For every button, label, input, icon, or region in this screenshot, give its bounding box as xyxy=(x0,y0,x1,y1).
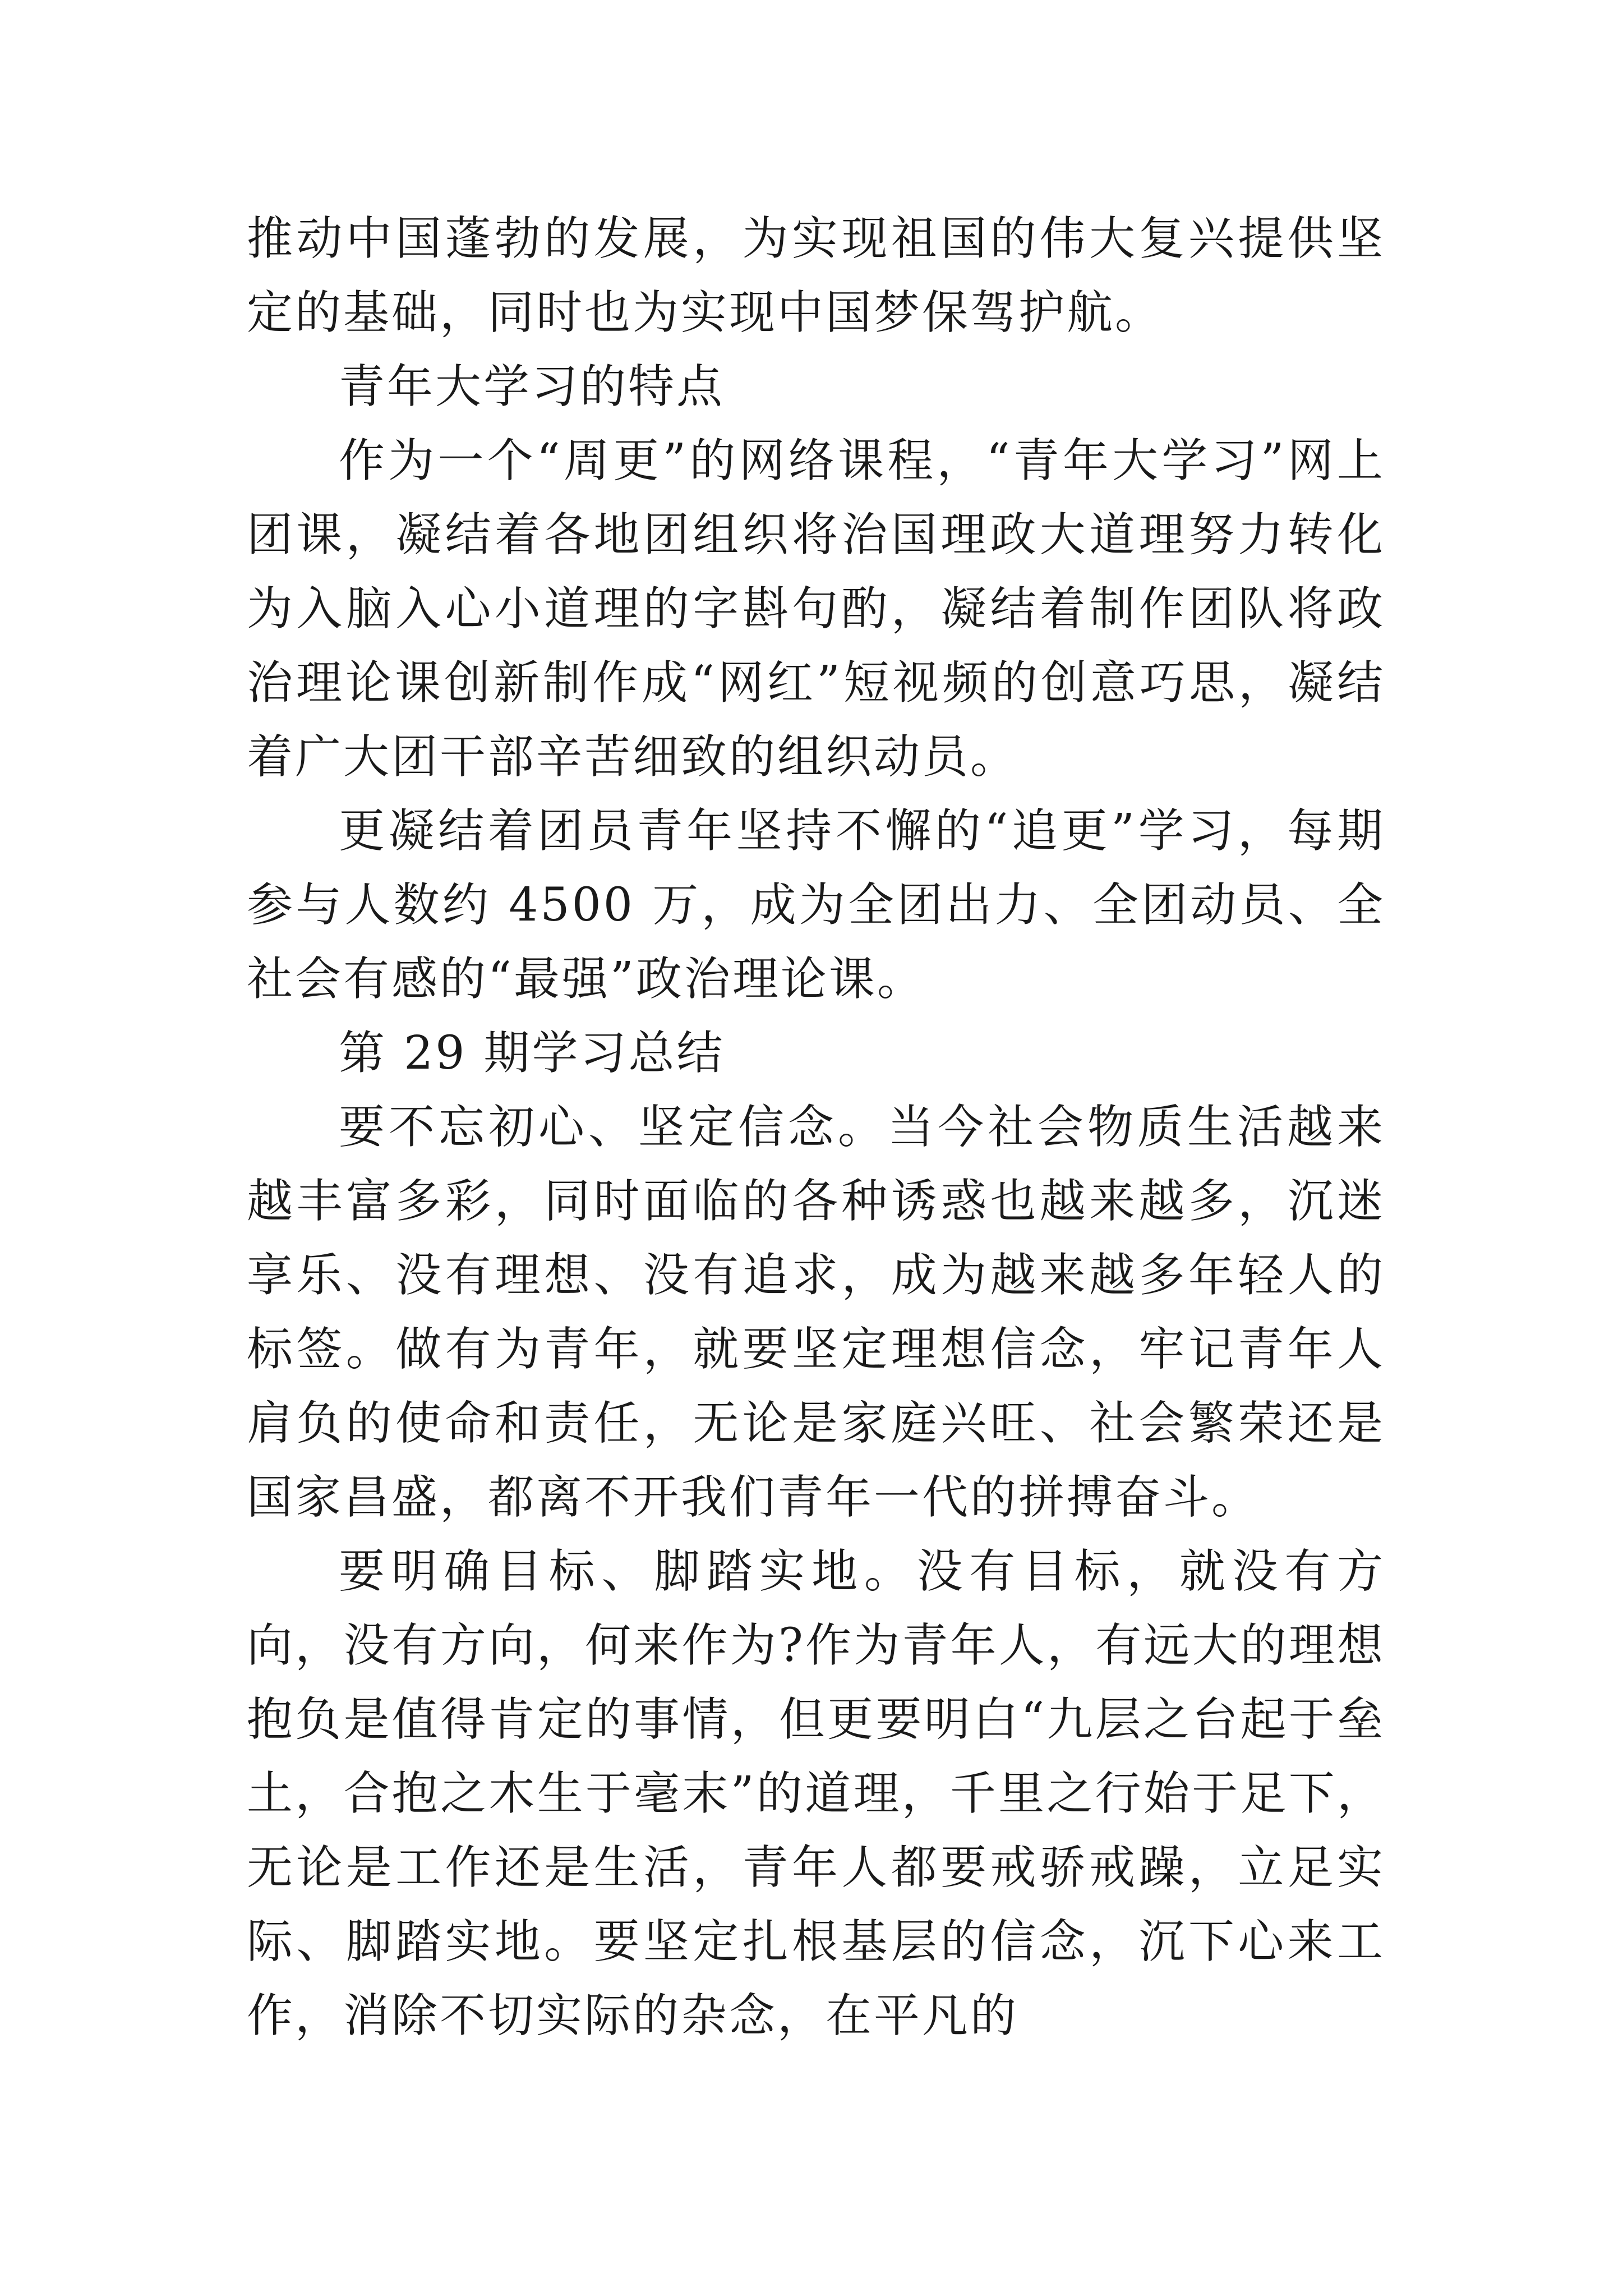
paragraph-weekly-course: 作为一个“周更”的网络课程，“青年大学习”网上团课，凝结着各地团组织将治国理政大道理努力转化为入脑入心小道理的字斟句酌，凝结着制作团队将政治理论课创新制作成“网红”短视频的创意巧思，凝结着广大团干部辛苦细致的组织动员。 xyxy=(247,434,1385,784)
paragraph-continuation: 推动中国蓬勃的发展，为实现祖国的伟大复兴提供坚定的基础，同时也为实现中国梦保驾护航。 xyxy=(247,212,1385,339)
document-body xyxy=(247,202,1385,2053)
paragraph-participation: 更凝结着团员青年坚持不懈的“追更”学习，每期参与人数约 4500 万，成为全团出力、全团动员、全社会有感的“最强”政治理论课。 xyxy=(247,804,1385,1006)
paragraph-original-aspiration: 要不忘初心、坚定信念。当今社会物质生活越来越丰富多彩，同时面临的各种诱惑也越来越多，沉迷享乐、没有理想、没有追求，成为越来越多年轻人的标签。做有为青年，就要坚定理想信念，牢记青年人肩负的使命和责任，无论是家庭兴旺、社会繁荣还是国家昌盛，都离不开我们青年一代的拼搏奋斗。 xyxy=(247,1101,1385,1524)
paragraph-clear-goals: 要明确目标、脚踏实地。没有目标，就没有方向，没有方向，何来作为?作为青年人，有远大的理想抱负是值得肯定的事情，但更要明白“九层之台起于垒土，合抱之木生于毫末”的道理，千里之行始于足下，无论是工作还是生活，青年人都要戒骄戒躁，立足实际、脚踏实地。要坚定扎根基层的信念，沉下心来工作，消除不切实际的杂念，在平凡的 xyxy=(247,1545,1385,2042)
section-heading-features: 青年大学习的特点 xyxy=(339,360,725,413)
section-heading-issue-29: 第 29 期学习总结 xyxy=(339,1027,725,1080)
